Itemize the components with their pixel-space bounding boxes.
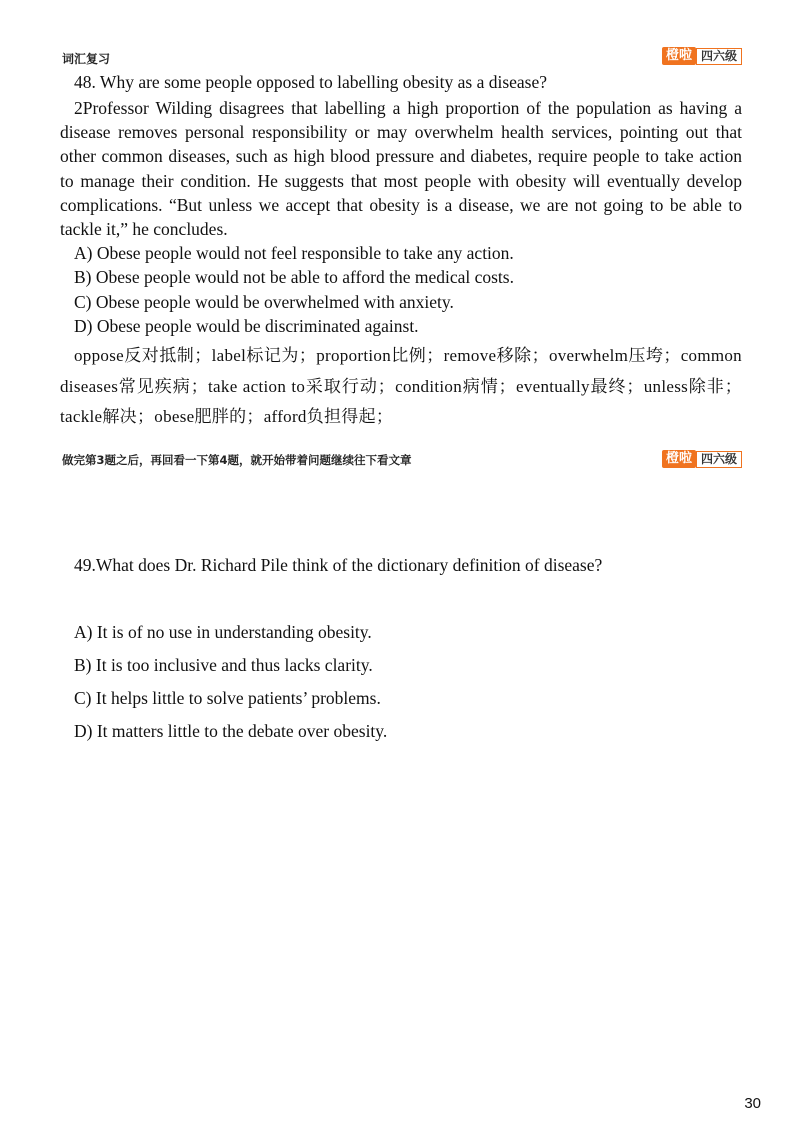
option-b: B) Obese people would not be able to afford the medical costs. — [74, 267, 514, 288]
brand-logo: 橙啦 — [662, 47, 696, 65]
midpage-brand-badge — [662, 450, 742, 468]
brand-level: 四六级 — [696, 48, 742, 65]
option-d: D) It matters little to the debate over obesity. — [74, 721, 388, 741]
question-49-options — [74, 620, 387, 752]
option-a: A) It is of no use in understanding obesity. — [74, 622, 372, 642]
header-section-label: 词汇复习 — [62, 52, 111, 66]
question-48-passage: 2Professor Wilding disagrees that labelling a high proportion of the population as having a disease removes personal responsibility or may overwhelm health services, pointing out that other common diseases, such as high blood pressure and diabetes, require people to take action to manage their condition. He suggests that most people with obesity will eventually develop complications. “But unless we accept that obesity is a disease, we are not going to be able to tackle it,” he concludes. — [60, 98, 742, 240]
header-brand-badge — [662, 47, 742, 65]
page-number: 30 — [744, 1095, 761, 1112]
question-48-options — [74, 241, 514, 339]
option-c: C) It helps little to solve patients’ problems. — [74, 688, 381, 708]
vocabulary-notes: oppose反对抵制；label标记为；proportion比例；remove移除；overwhelm压垮；common diseases常见疾病；take action to采取行动；condition病情；eventually最终；unless除非；tackle解决；obese肥胖的；afford负担得起； — [60, 346, 742, 426]
question-48-title: 48. Why are some people opposed to labelling obesity as a disease? — [74, 72, 548, 92]
option-d: D) Obese people would be discriminated against. — [74, 316, 419, 337]
brand-logo: 橙啦 — [662, 450, 696, 468]
brand-level: 四六级 — [696, 451, 742, 468]
option-b: B) It is too inclusive and thus lacks clarity. — [74, 655, 373, 675]
question-49-title: 49.What does Dr. Richard Pile think of the dictionary definition of disease? — [74, 555, 603, 575]
option-a: A) Obese people would not feel responsible to take any action. — [74, 243, 514, 263]
option-c: C) Obese people would be overwhelmed with anxiety. — [74, 291, 454, 312]
study-tip-note: 做完第3题之后，再回看一下第4题，就开始带着问题继续往下看文章 — [62, 453, 412, 467]
